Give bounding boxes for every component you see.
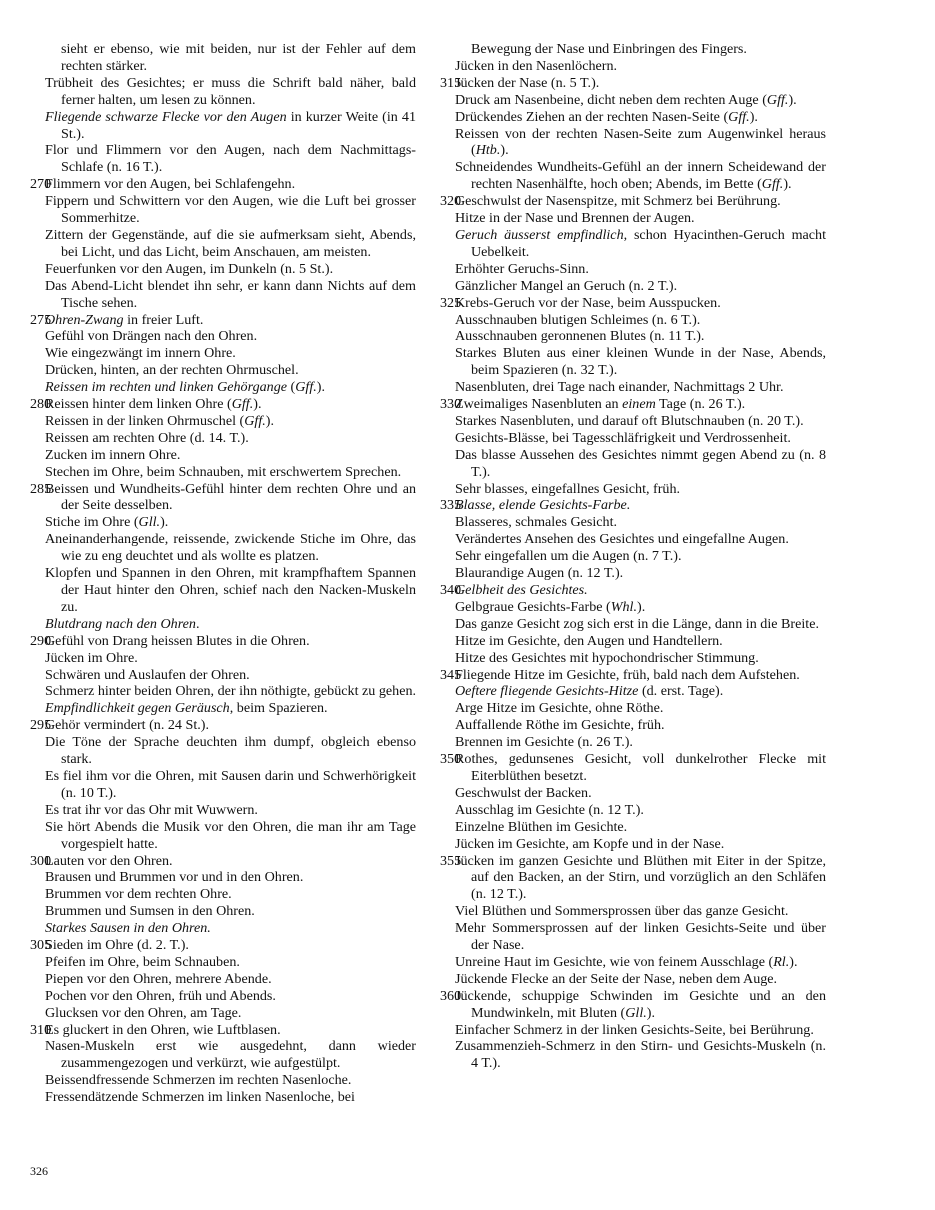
entry-number: 300	[30, 852, 52, 869]
entry-text: Es fiel ihm vor die Ohren, mit Sausen darin und Schwerhörigkeit (n. 10 T.).	[45, 767, 416, 801]
symptom-entry	[30, 650, 416, 667]
symptom-entry	[30, 886, 416, 903]
entry-text: Pfeifen im Ohre, beim Schnauben.	[45, 953, 240, 970]
symptom-entry	[440, 312, 826, 329]
italic-text: Gff.	[231, 396, 254, 413]
entry-text: ).	[265, 412, 274, 429]
symptom-entry	[440, 193, 826, 210]
entry-text: Bewegung der Nase und Einbringen des Fingers.	[471, 41, 747, 57]
symptom-entry	[30, 819, 416, 853]
entry-number: 295	[30, 717, 52, 734]
italic-text: Htb.	[475, 142, 501, 159]
entry-text: Ausschnauben blutigen Schleimes (n. 6 T.).	[455, 311, 701, 328]
entry-text: Jücken im Gesichte, am Kopfe und in der Nase.	[455, 835, 725, 852]
entry-text: Brausen und Brummen vor und in den Ohren.	[45, 869, 304, 886]
symptom-entry	[30, 869, 416, 886]
entry-number: 315	[440, 74, 462, 91]
italic-text: Gelbheit des Gesichtes.	[455, 582, 588, 598]
entry-text: Sehr blasses, eingefallnes Gesicht, früh.	[455, 480, 681, 497]
page-number: 326	[30, 1164, 48, 1178]
symptom-entry	[440, 700, 826, 717]
symptom-entry	[30, 700, 416, 717]
entry-text: , schon Hyacinthen-Geruch macht Uebelkeit.	[471, 226, 827, 260]
symptom-entry	[30, 937, 416, 954]
italic-text: Starkes Sausen in den Ohren.	[45, 920, 211, 937]
symptom-entry	[30, 75, 416, 109]
entry-text: Jücken im Ohre.	[45, 649, 138, 666]
symptom-entry	[440, 751, 826, 785]
symptom-entry	[30, 362, 416, 379]
entry-number: 325	[440, 294, 462, 311]
entry-text: Drücken, hinten, an der rechten Ohrmuschel.	[45, 362, 299, 379]
entry-text: Geschwulst der Nasenspitze, mit Schmerz bei Berührung.	[455, 193, 781, 210]
symptom-entry	[30, 853, 416, 870]
entry-text: Es trat ihr vor das Ohr mit Wuwwern.	[45, 801, 258, 818]
entry-text: ).	[637, 598, 646, 615]
symptom-entry	[30, 1005, 416, 1022]
entry-text: Starkes Bluten aus einer kleinen Wunde in der Nase, Abends, beim Spazieren (n. 32 T.).	[455, 345, 826, 379]
entry-text: ).	[789, 953, 798, 970]
symptom-entry	[30, 142, 416, 176]
entry-text: Trübheit des Gesichtes; er muss die Schrift bald näher, bald ferner halten, um lesen zu können.	[45, 74, 416, 108]
entry-text: Krebs-Geruch vor der Nase, beim Ausspucken.	[455, 294, 721, 311]
entry-text: Arge Hitze im Gesichte, ohne Röthe.	[455, 700, 664, 717]
entry-text: Das Abend-Licht blendet ihn sehr, er kann dann Nichts auf dem Tische sehen.	[45, 277, 416, 311]
symptom-entry	[30, 1072, 416, 1089]
entry-text: Tage (n. 26 T.).	[655, 396, 746, 413]
symptom-entry	[30, 379, 416, 396]
entry-text: (d. erst. Tage).	[638, 683, 724, 700]
entry-text: Geschwulst der Backen.	[455, 784, 592, 801]
entry-text: Zucken im innern Ohre.	[45, 446, 181, 463]
symptom-entry	[30, 109, 416, 143]
symptom-entry	[30, 227, 416, 261]
entry-text: Erhöhter Geruchs-Sinn.	[455, 260, 589, 277]
symptom-entry	[440, 717, 826, 734]
italic-text: Gll.	[138, 514, 161, 531]
symptom-entry	[440, 159, 826, 193]
entry-text: , beim Spazieren.	[229, 700, 328, 717]
entry-text: Zweimaliges Nasenbluten an	[455, 396, 623, 413]
entry-text: Fippern und Schwittern vor den Augen, wie die Luft bei grosser Sommerhitze.	[45, 193, 416, 227]
symptom-entry	[440, 616, 826, 633]
symptom-entry	[30, 514, 416, 531]
entry-number: 355	[440, 852, 462, 869]
entry-text: Feuerfunken vor den Augen, im Dunkeln (n. 5 St.).	[45, 260, 334, 277]
entry-text: Schmerz hinter beiden Ohren, der ihn nöthigte, gebückt zu gehen.	[45, 683, 417, 700]
symptom-entry	[440, 1022, 826, 1039]
entry-number: 280	[30, 396, 52, 413]
symptom-entry	[30, 481, 416, 515]
symptom-entry	[30, 565, 416, 616]
symptom-entry	[30, 278, 416, 312]
entry-text: Ausschnauben geronnenen Blutes (n. 11 T.).	[455, 328, 705, 345]
entry-text: Gefühl von Drängen nach den Ohren.	[45, 328, 258, 345]
entry-text: Zittern der Gegenstände, auf die sie aufmerksam sieht, Abends, bei Licht, und das Licht, beim Anschauen, am meisten.	[45, 226, 416, 260]
symptom-entry	[30, 176, 416, 193]
symptom-entry	[30, 464, 416, 481]
symptom-entry	[30, 971, 416, 988]
symptom-entry	[440, 683, 826, 700]
symptom-entry	[440, 954, 826, 971]
entry-text: ).	[160, 514, 169, 531]
entry-text: Flimmern vor den Augen, bei Schlafengehn.	[45, 176, 296, 193]
symptom-entry	[440, 971, 826, 988]
entry-number: 320	[440, 193, 462, 210]
entry-text: Schneidendes Wundheits-Gefühl an der innern Scheidewand der rechten Nasenhälfte, hoch oben; Abends, im Bette (	[455, 159, 826, 193]
symptom-entry	[30, 413, 416, 430]
symptom-entry	[30, 768, 416, 802]
symptom-entry	[30, 667, 416, 684]
entry-text: ).	[749, 108, 758, 125]
entry-number: 330	[440, 396, 462, 413]
italic-text: Fliegende schwarze Flecke vor den Augen	[45, 108, 287, 125]
entry-text: Blasseres, schmales Gesicht.	[455, 514, 618, 531]
symptom-entry	[440, 497, 826, 514]
entry-text: Sieden im Ohre (d. 2. T.).	[45, 937, 189, 954]
symptom-entry	[440, 126, 826, 160]
italic-text: Whl.	[610, 598, 637, 615]
symptom-entry	[440, 41, 826, 58]
symptom-entry	[440, 667, 826, 684]
symptom-entry	[440, 379, 826, 396]
entry-text: ).	[646, 1004, 656, 1021]
symptom-entry	[440, 514, 826, 531]
entry-text: Beissendfressende Schmerzen im rechten Nasenloche.	[45, 1072, 352, 1089]
italic-text: einem	[622, 396, 656, 413]
symptom-entry	[440, 1038, 826, 1072]
symptom-entry	[30, 1089, 416, 1106]
entry-text: Hitze im Gesichte, den Augen und Handtellern.	[455, 632, 723, 649]
symptom-entry	[30, 954, 416, 971]
symptom-entry	[440, 853, 826, 904]
entry-text: ).	[316, 379, 325, 396]
entry-text: Starkes Nasenbluten, und darauf oft Blutschnauben (n. 20 T.).	[455, 412, 804, 429]
entry-text: Einfacher Schmerz in der linken Gesichts-Seite, bei Berührung.	[455, 1021, 814, 1038]
italic-text: Geruch äusserst empfindlich	[455, 226, 624, 243]
entry-text: Gelbgraue Gesichts-Farbe (	[455, 598, 611, 615]
symptom-entry	[30, 312, 416, 329]
entry-text: Fressendätzende Schmerzen im linken Nasenloche, bei	[45, 1089, 355, 1106]
symptom-entry	[30, 193, 416, 227]
entry-text: Pochen vor den Ohren, früh und Abends.	[45, 987, 276, 1004]
entry-text: in kurzer Weite (in 41 St.).	[61, 108, 416, 142]
entry-text: Reissen hinter dem linken Ohre (	[45, 396, 232, 413]
italic-text: Blasse, elende Gesichts-Farbe.	[455, 497, 631, 514]
italic-text: Gll.	[625, 1004, 647, 1021]
symptom-entry	[30, 802, 416, 819]
entry-text: Jücken im ganzen Gesichte und Blüthen mit Eiter in der Spitze, auf den Backen, an der Stirn, und vorzüglich an den Schläfen (n. 12 T.).	[455, 852, 826, 903]
italic-text: Empfindlichkeit gegen Geräusch	[45, 700, 230, 717]
entry-text: ).	[500, 142, 509, 159]
entry-text: Reissen am rechten Ohre (d. 14. T.).	[45, 429, 249, 446]
symptom-entry	[440, 819, 826, 836]
entry-text: Das blasse Aussehen des Gesichtes nimmt gegen Abend zu (n. 8 T.).	[455, 446, 826, 480]
symptom-entry	[30, 734, 416, 768]
right-column	[440, 41, 826, 1072]
entry-number: 360	[440, 987, 462, 1004]
entry-text: Rothes, gedunsenes Gesicht, voll dunkelrother Flecke mit Eiterblüthen besetzt.	[455, 751, 826, 784]
entry-text: Gehör vermindert (n. 24 St.).	[45, 717, 209, 734]
entry-text: in freier Luft.	[123, 311, 204, 328]
symptom-entry	[30, 41, 416, 75]
symptom-entry	[440, 650, 826, 667]
entry-text: .	[195, 615, 200, 632]
entry-text: Jückende, schuppige Schwinden im Gesichte und an den Mundwinkeln, mit Bluten (	[455, 987, 826, 1021]
symptom-entry	[30, 717, 416, 734]
entry-text: Flor und Flimmern vor den Augen, nach dem Nachmittags-Schlafe (n. 16 T.).	[45, 142, 416, 176]
italic-text: Gff.	[728, 108, 750, 125]
entry-text: Hitze in der Nase und Brennen der Augen.	[455, 210, 695, 227]
entry-text: Lauten vor den Ohren.	[45, 852, 173, 869]
symptom-entry	[440, 328, 826, 345]
entry-number: 340	[440, 582, 462, 598]
entry-text: Reissen in der linken Ohrmuschel (	[45, 412, 245, 429]
entry-text: Glucksen vor den Ohren, am Tage.	[45, 1004, 242, 1021]
italic-text: Gff.	[766, 91, 789, 108]
entry-text: Unreine Haut im Gesichte, wie von feinem Ausschlage (	[455, 953, 774, 970]
symptom-entry	[30, 1022, 416, 1039]
entry-text: (	[287, 379, 296, 396]
symptom-entry	[440, 565, 826, 582]
symptom-entry	[440, 295, 826, 312]
symptom-entry	[440, 109, 826, 126]
entry-text: Reissen von der rechten Nasen-Seite zum Augenwinkel heraus (	[455, 125, 826, 159]
italic-text: Reissen im rechten und linken Gehörgange	[45, 379, 288, 396]
italic-text: Rl.	[773, 953, 790, 970]
symptom-entry	[440, 599, 826, 616]
symptom-entry	[30, 683, 416, 700]
symptom-entry	[30, 531, 416, 565]
symptom-entry	[30, 430, 416, 447]
entry-text: Druck am Nasenbeine, dicht neben dem rechten Auge (	[455, 91, 767, 108]
symptom-entry	[440, 548, 826, 565]
entry-text: Sie hört Abends die Musik vor den Ohren, die man ihr am Tage vorgespielt hatte.	[45, 818, 416, 852]
symptom-entry	[440, 734, 826, 751]
entry-text: Klopfen und Spannen in den Ohren, mit krampfhaftem Spannen der Haut hinter den Ohren, schief nach den Nacken-Muskeln zu.	[45, 565, 416, 615]
symptom-entry	[440, 447, 826, 481]
entry-text: Hitze des Gesichtes mit hypochondrischer Stimmung.	[455, 649, 759, 666]
entry-text: Auffallende Röthe im Gesichte, früh.	[455, 717, 665, 734]
entry-text: Nasenbluten, drei Tage nach einander, Nachmittags 2 Uhr.	[455, 379, 784, 396]
entry-text: ).	[788, 91, 797, 108]
entry-text: Wie eingezwängt im innern Ohre.	[45, 345, 236, 362]
entry-text: Jückende Flecke an der Seite der Nase, neben dem Auge.	[455, 970, 778, 987]
symptom-entry	[30, 396, 416, 413]
entry-text: Gänzlicher Mangel an Geruch (n. 2 T.).	[455, 277, 678, 294]
entry-text: Sehr eingefallen um die Augen (n. 7 T.).	[455, 548, 682, 565]
symptom-entry	[30, 1038, 416, 1072]
symptom-entry	[30, 903, 416, 920]
symptom-entry	[440, 531, 826, 548]
symptom-entry	[440, 582, 826, 599]
entry-text: Beissen und Wundheits-Gefühl hinter dem rechten Ohre und an der Seite desselben.	[45, 480, 416, 514]
entry-text: Gefühl von Drang heissen Blutes in die Ohren.	[45, 632, 310, 649]
entry-text: Die Töne der Sprache deuchten ihm dumpf, obgleich ebenso stark.	[45, 734, 416, 768]
symptom-entry	[440, 413, 826, 430]
entry-text: Viel Blüthen und Sommersprossen über das ganze Gesicht.	[455, 903, 789, 920]
entry-text: ).	[253, 396, 262, 413]
symptom-entry	[440, 903, 826, 920]
left-column	[30, 41, 416, 1106]
entry-text: ).	[783, 176, 792, 193]
symptom-entry	[440, 210, 826, 227]
symptom-entry	[30, 616, 416, 633]
entry-number: 350	[440, 751, 462, 768]
symptom-entry	[30, 920, 416, 937]
symptom-entry	[30, 633, 416, 650]
entry-number: 285	[30, 480, 52, 497]
symptom-entry	[440, 396, 826, 413]
entry-text: Aneinanderhangende, reissende, zwickende Stiche im Ohre, das wie zu eng deuchtet und als wollte es platzen.	[45, 531, 416, 565]
entry-number: 290	[30, 632, 52, 649]
italic-text: Gff.	[244, 412, 266, 429]
italic-text: Gff.	[761, 176, 784, 193]
symptom-entry	[440, 227, 826, 261]
entry-number: 270	[30, 176, 52, 193]
entry-text: Brennen im Gesichte (n. 26 T.).	[455, 734, 633, 751]
entry-text: Einzelne Blüthen im Gesichte.	[455, 818, 628, 835]
entry-text: Brummen und Sumsen in den Ohren.	[45, 903, 255, 920]
entry-number: 345	[440, 666, 462, 683]
entry-text: Stechen im Ohre, beim Schnauben, mit erschwertem Sprechen.	[45, 463, 402, 480]
entry-text: Blaurandige Augen (n. 12 T.).	[455, 565, 624, 582]
entry-text: Drückendes Ziehen an der rechten Nasen-Seite (	[455, 108, 729, 125]
entry-text: Verändertes Ansehen des Gesichtes und eingefallne Augen.	[455, 531, 789, 548]
symptom-entry	[440, 836, 826, 853]
symptom-entry	[440, 481, 826, 498]
symptom-entry	[440, 633, 826, 650]
entry-number: 335	[440, 497, 462, 514]
symptom-entry	[30, 447, 416, 464]
entry-text: Zusammenzieh-Schmerz in den Stirn- und Gesichts-Muskeln (n. 4 T.).	[455, 1038, 826, 1072]
symptom-entry	[440, 785, 826, 802]
symptom-entry	[440, 988, 826, 1022]
entry-text: Gesichts-Blässe, bei Tagesschläfrigkeit und Verdrossenheit.	[455, 429, 791, 446]
entry-number: 305	[30, 937, 52, 954]
symptom-entry	[440, 345, 826, 379]
italic-text: Gff.	[295, 379, 317, 396]
italic-text: Ohren-Zwang	[45, 311, 124, 328]
entry-text: Stiche im Ohre (	[45, 514, 139, 531]
entry-text: Ausschlag im Gesichte (n. 12 T.).	[455, 801, 644, 818]
entry-text: sieht er ebenso, wie mit beiden, nur ist der Fehler auf dem rechten stärker.	[61, 41, 416, 74]
entry-number: 310	[30, 1021, 52, 1038]
symptom-entry	[440, 802, 826, 819]
symptom-entry	[30, 328, 416, 345]
entry-text: Brummen vor dem rechten Ohre.	[45, 886, 232, 903]
symptom-entry	[440, 278, 826, 295]
italic-text: Oeftere fliegende Gesichts-Hitze	[455, 683, 639, 700]
entry-text: Jücken in den Nasenlöchern.	[455, 57, 618, 74]
symptom-entry	[440, 75, 826, 92]
symptom-entry	[440, 58, 826, 75]
italic-text: Blutdrang nach den Ohren	[45, 615, 196, 632]
symptom-entry	[30, 345, 416, 362]
symptom-entry	[440, 261, 826, 278]
entry-text: Nasen-Muskeln erst wie ausgedehnt, dann wieder zusammengezogen und verkürzt, wie aufgestülpt.	[45, 1038, 416, 1072]
entry-text: Das ganze Gesicht zog sich erst in die Länge, dann in die Breite.	[455, 615, 819, 632]
symptom-entry	[440, 920, 826, 954]
symptom-entry	[30, 261, 416, 278]
entry-text: Es gluckert in den Ohren, wie Luftblasen.	[45, 1021, 281, 1038]
symptom-entry	[30, 988, 416, 1005]
symptom-entry	[440, 430, 826, 447]
symptom-entry	[440, 92, 826, 109]
entry-text: Mehr Sommersprossen auf der linken Gesichts-Seite und über der Nase.	[455, 920, 826, 954]
entry-number: 275	[30, 311, 52, 328]
entry-text: Piepen vor den Ohren, mehrere Abende.	[45, 970, 272, 987]
entry-text: Fliegende Hitze im Gesichte, früh, bald nach dem Aufstehen.	[455, 666, 800, 683]
entry-text: Jücken der Nase (n. 5 T.).	[455, 74, 600, 91]
entry-text: Schwären und Auslaufen der Ohren.	[45, 666, 250, 683]
